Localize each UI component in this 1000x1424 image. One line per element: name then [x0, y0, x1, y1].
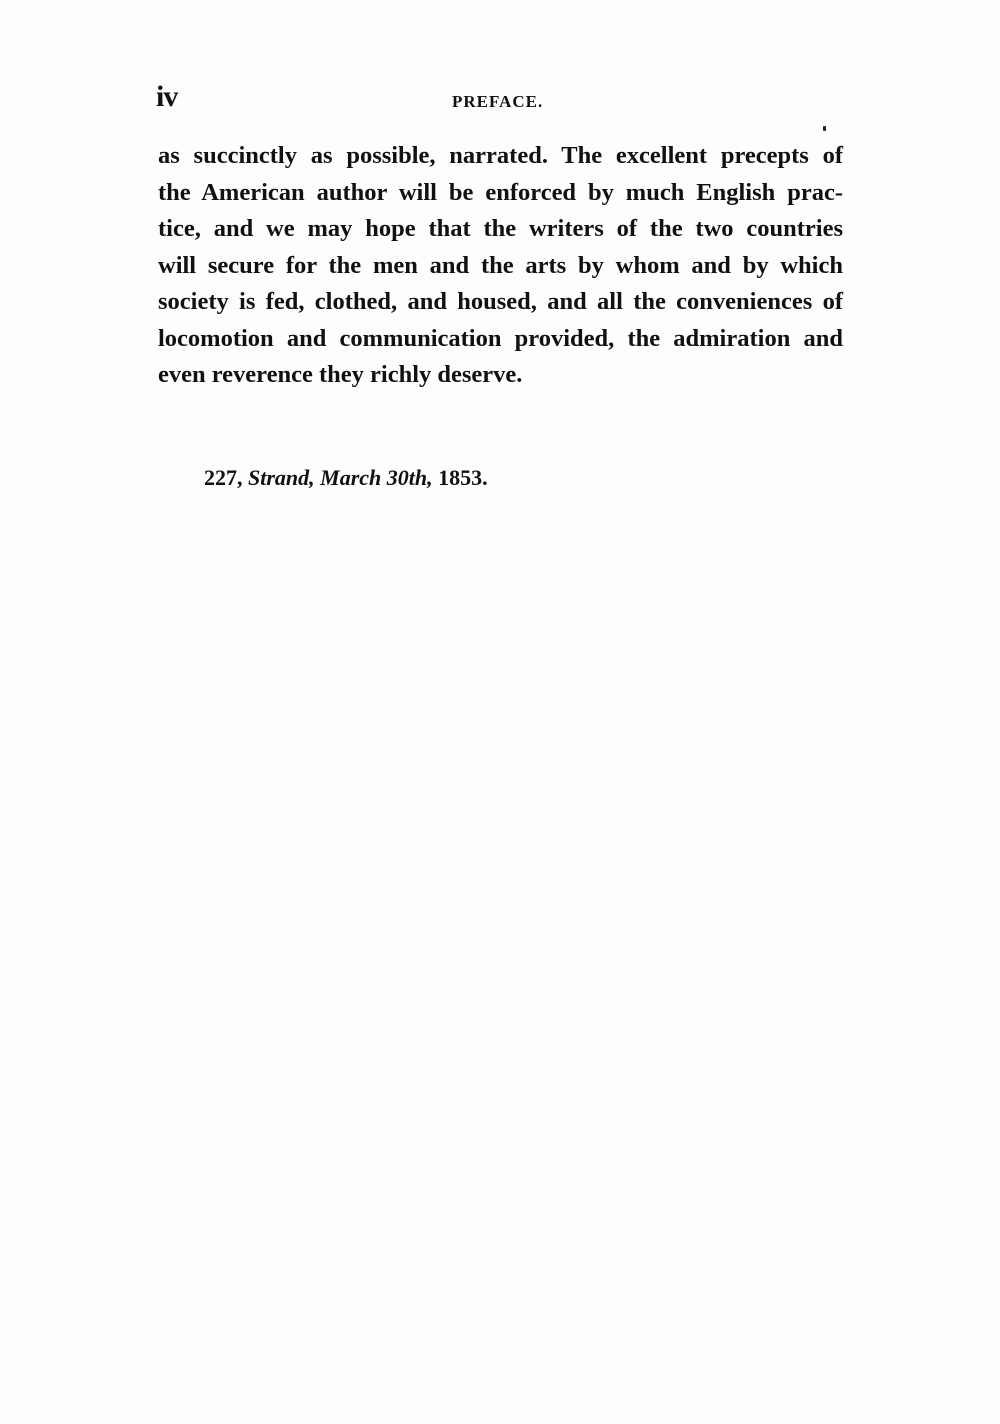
- page-number: iv: [156, 80, 178, 113]
- text-line: society is fed, clothed, and housed, and all the conveniences of: [158, 288, 843, 315]
- text-line: as succinctly as possible, narrated. The excellent precepts of: [158, 142, 843, 169]
- text-line: will secure for the men and the arts by whom and by which: [158, 251, 843, 279]
- text-line: locomotion and communication provided, the admiration and: [158, 324, 843, 352]
- text-line: the American author will be enforced by much English prac-: [158, 178, 843, 206]
- ink-speck: [823, 126, 826, 131]
- signature-number: 227,: [204, 465, 243, 490]
- text-line: even reverence they richly deserve.: [158, 361, 523, 388]
- signature-month-day: March 30th,: [320, 465, 433, 490]
- signature-year: 1853.: [438, 465, 488, 490]
- signature-line: [204, 465, 488, 491]
- preface-paragraph: [158, 138, 843, 394]
- page-header: [156, 80, 846, 120]
- running-head: PREFACE.: [452, 92, 544, 111]
- signature-street: Strand,: [248, 465, 315, 490]
- text-line: tice, and we may hope that the writers of the two countries: [158, 215, 843, 242]
